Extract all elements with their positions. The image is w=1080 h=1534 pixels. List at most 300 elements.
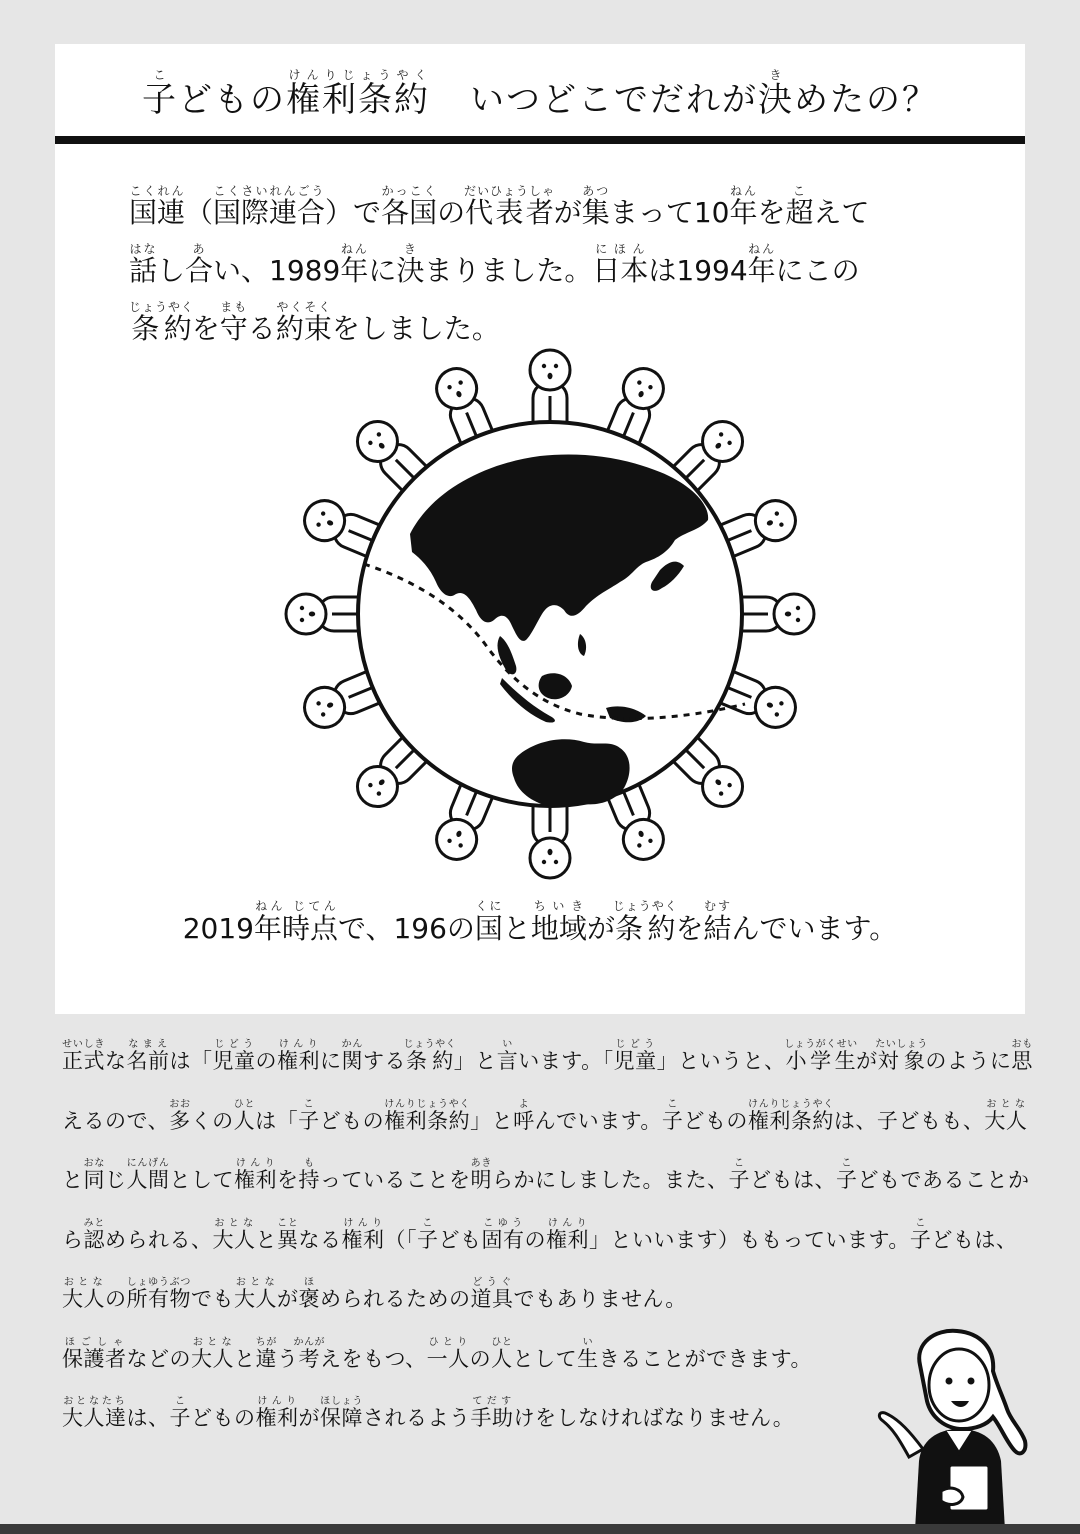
kanji: 大人 — [234, 1287, 277, 1311]
ruby — [275, 300, 332, 345]
ruby — [341, 1039, 364, 1073]
kanji: 地域 — [530, 912, 587, 945]
text: は、子どもも、 — [833, 1108, 985, 1133]
kanji: 道具 — [470, 1287, 514, 1311]
ruby — [340, 242, 369, 287]
text: えるので、 — [62, 1108, 170, 1133]
furigana: こ — [836, 1158, 858, 1169]
ruby — [62, 1277, 105, 1311]
furigana: むす — [703, 899, 732, 913]
text: くの — [190, 1108, 234, 1133]
furigana: ねん — [729, 184, 758, 198]
furigana: こ — [142, 67, 178, 82]
globe-with-children-icon — [280, 344, 820, 884]
kanji: 大人達 — [62, 1406, 127, 1430]
furigana: こ — [661, 1098, 684, 1110]
ruby — [875, 1039, 928, 1073]
furigana: き — [758, 67, 794, 82]
furigana: こくさいれんごう — [213, 184, 326, 198]
text: い、1989 — [213, 254, 341, 287]
furigana: こ — [298, 1098, 320, 1110]
furigana: じょうやく — [403, 1039, 457, 1050]
title-kanji: 権利条約 — [286, 79, 430, 120]
furigana: き — [396, 242, 425, 256]
ruby — [396, 242, 425, 287]
furigana: じょうやく — [612, 899, 678, 913]
text: は、 — [126, 1406, 170, 1430]
furigana: ひとり — [426, 1336, 470, 1348]
kanji: 権利 — [255, 1406, 299, 1430]
ruby — [470, 1277, 514, 1311]
kanji: 子 — [417, 1227, 439, 1252]
ruby — [417, 1217, 439, 1252]
ruby — [62, 1039, 105, 1073]
ruby — [577, 1336, 599, 1371]
kanji: 年 — [747, 254, 776, 287]
ruby — [661, 1098, 684, 1133]
child-eye — [554, 364, 558, 368]
text: が — [856, 1049, 878, 1073]
kanji: 年 — [340, 254, 369, 287]
furigana: ちいき — [530, 899, 587, 913]
australia-continent — [512, 739, 630, 806]
ruby — [784, 1039, 858, 1073]
text: 2019 — [182, 912, 254, 945]
text: と — [255, 1227, 277, 1252]
furigana: けんりじょうやく — [384, 1098, 471, 1110]
kanji: 保障 — [320, 1406, 363, 1430]
kanji: 大人 — [212, 1227, 256, 1252]
kanji: 条約 — [129, 312, 195, 345]
furigana: しょうがくせい — [784, 1039, 858, 1050]
child-mouth — [548, 849, 553, 855]
ruby — [728, 1158, 751, 1192]
kanji: 手助 — [470, 1406, 514, 1430]
kanji: 話 — [129, 254, 158, 287]
ruby — [426, 1336, 470, 1371]
text: ）で — [325, 196, 382, 229]
furigana: おな — [83, 1158, 105, 1169]
ruby — [83, 1158, 106, 1192]
kanji: 年時点 — [253, 912, 338, 945]
furigana: ひと — [491, 1336, 513, 1348]
kanji: 生 — [577, 1346, 599, 1371]
ruby — [581, 184, 610, 229]
text: の — [255, 1049, 277, 1073]
text: でも — [191, 1287, 234, 1311]
furigana: けんり — [546, 1217, 589, 1229]
text: を — [191, 312, 220, 345]
furigana: けんり — [341, 1217, 385, 1229]
furigana: ねん じてん — [253, 899, 338, 913]
kanji: 合 — [185, 254, 214, 287]
text: る — [247, 312, 276, 345]
kanji: 集 — [581, 196, 610, 229]
ruby — [836, 1158, 858, 1192]
text: などの — [126, 1346, 191, 1371]
kanji: 子 — [169, 1406, 191, 1430]
ruby — [83, 1217, 106, 1252]
text: どもの — [319, 1108, 385, 1133]
kanji: 子 — [909, 1227, 932, 1252]
kanji: 人 — [491, 1346, 513, 1371]
child-head — [530, 838, 570, 878]
text: に — [320, 1049, 342, 1073]
ruby — [381, 184, 438, 229]
text: として — [169, 1168, 234, 1192]
ruby — [293, 1336, 325, 1371]
kanji: 条約 — [612, 912, 678, 945]
text: ども — [438, 1227, 482, 1252]
teacher-illustration — [875, 1325, 1040, 1530]
kanji: 決 — [396, 254, 425, 287]
furigana: おとなたち — [62, 1396, 127, 1407]
text: らかにしました。また、 — [492, 1168, 729, 1192]
child-mouth — [548, 373, 553, 379]
ruby — [491, 1336, 513, 1371]
kanji: 固有 — [481, 1227, 525, 1252]
kanji: 子 — [661, 1108, 684, 1133]
text: は「 — [255, 1108, 299, 1133]
kanji: 権利 — [341, 1227, 385, 1252]
furigana: おも — [1011, 1039, 1033, 1050]
furigana: おとな — [212, 1217, 256, 1229]
ruby — [298, 1158, 321, 1192]
ruby — [758, 67, 794, 120]
ruby — [1011, 1039, 1033, 1073]
kanji: 児童 — [212, 1049, 256, 1073]
kanji: 権利 — [546, 1227, 589, 1252]
kanji: 持 — [298, 1168, 320, 1192]
ruby — [169, 1098, 191, 1133]
child-eye — [554, 860, 558, 864]
furigana: よ — [513, 1098, 535, 1110]
kanji: 大人 — [984, 1108, 1028, 1133]
text: 」と — [453, 1049, 497, 1073]
kanji: 国連 — [129, 196, 186, 229]
child-eye — [796, 618, 800, 622]
kanji: 考 — [293, 1346, 325, 1371]
kanji: 子 — [836, 1168, 858, 1192]
child-head — [774, 594, 814, 634]
text: でもありません。 — [513, 1287, 687, 1311]
kanji: 結 — [703, 912, 732, 945]
kanji: 年 — [729, 196, 758, 229]
kanji: 人間 — [126, 1168, 170, 1192]
child-eye — [542, 364, 546, 368]
ruby — [234, 1277, 277, 1311]
text: が — [586, 912, 615, 945]
kanji: 大人 — [191, 1346, 234, 1371]
kanji: 大人 — [62, 1287, 105, 1311]
text: と — [234, 1346, 256, 1371]
ruby — [255, 1396, 299, 1430]
ruby — [747, 242, 776, 287]
kanji: 正式 — [62, 1049, 105, 1073]
kanji: 条約 — [403, 1049, 457, 1073]
ruby — [142, 67, 178, 120]
furigana: じどう — [212, 1039, 256, 1050]
text: のように — [925, 1049, 1012, 1073]
text: う — [277, 1346, 299, 1371]
furigana: こ — [728, 1158, 750, 1169]
text: えて — [813, 196, 870, 229]
text: は1994 — [648, 254, 748, 287]
furigana: こ — [417, 1217, 439, 1229]
furigana: あき — [470, 1158, 492, 1169]
teacher-eye-left — [946, 1378, 953, 1385]
teacher-face — [929, 1349, 989, 1421]
child-eye — [542, 860, 546, 864]
furigana: おとな — [62, 1277, 105, 1288]
furigana: おとな — [234, 1277, 277, 1288]
ruby — [255, 1336, 278, 1371]
ruby — [126, 1158, 170, 1192]
text: けをしなければなりません。 — [513, 1406, 795, 1430]
text: 」といいます）ももっています。 — [589, 1227, 910, 1252]
kanji: 国際連合 — [213, 196, 326, 229]
text: の — [105, 1287, 127, 1311]
furigana: ほごしゃ — [62, 1336, 127, 1348]
kanji: 日本 — [592, 254, 649, 287]
ruby — [546, 1217, 589, 1252]
furigana: ねん — [340, 242, 369, 256]
kanji: 約束 — [275, 312, 332, 345]
furigana: おとな — [191, 1336, 234, 1348]
text: されるよう — [363, 1406, 471, 1430]
title-text: めたの？ — [794, 79, 938, 120]
furigana: くに — [474, 899, 503, 913]
child-head — [530, 350, 570, 390]
kanji: 明 — [470, 1168, 492, 1192]
kanji: 名前 — [126, 1049, 170, 1073]
ruby — [191, 1336, 234, 1371]
kanji: 国 — [474, 912, 503, 945]
furigana: おとな — [984, 1098, 1028, 1110]
furigana: はな — [129, 242, 158, 256]
text: する — [363, 1049, 406, 1073]
furigana: しょゆうぶつ — [126, 1277, 191, 1288]
furigana: なまえ — [126, 1039, 170, 1050]
text: 」と — [470, 1108, 514, 1133]
teacher-eye-right — [968, 1378, 975, 1385]
text: まって10 — [609, 196, 730, 229]
kanji: 多 — [169, 1108, 191, 1133]
title-kanji: 決 — [758, 79, 794, 120]
furigana: にんげん — [126, 1158, 170, 1169]
ruby — [384, 1098, 471, 1133]
ruby — [233, 1098, 256, 1133]
teacher-pointing-arm — [879, 1413, 923, 1457]
ruby — [470, 1396, 514, 1430]
furigana: まも — [219, 300, 248, 314]
text: な — [105, 1049, 127, 1073]
globe-illustration — [280, 344, 820, 884]
text: を — [277, 1168, 299, 1192]
kanji: 同 — [83, 1168, 105, 1192]
furigana: だいひょうしゃ — [463, 184, 555, 198]
title-text: どもの — [178, 79, 286, 120]
text: きることができます。 — [598, 1346, 812, 1371]
ruby — [474, 899, 503, 945]
text: どもは、 — [931, 1227, 1018, 1252]
ruby — [703, 899, 732, 945]
furigana: こ — [169, 1396, 191, 1407]
furigana: じどう — [613, 1039, 657, 1050]
furigana: ほ — [298, 1277, 320, 1288]
title-kanji: 子 — [142, 79, 178, 120]
text: の — [524, 1227, 546, 1252]
ruby — [62, 1396, 127, 1430]
furigana: も — [298, 1158, 320, 1169]
ruby — [298, 1277, 321, 1311]
text: をしました。 — [331, 312, 500, 345]
text: し — [157, 254, 186, 287]
text: どもは、 — [750, 1168, 836, 1192]
kanji: 各国 — [381, 196, 438, 229]
title-bar — [55, 44, 1025, 144]
furigana: にほん — [592, 242, 649, 256]
text: にこの — [775, 254, 860, 287]
furigana: けんり — [255, 1396, 299, 1407]
furigana: こ — [785, 184, 814, 198]
ruby — [213, 184, 326, 229]
ruby — [126, 1039, 170, 1073]
furigana: こくれん — [129, 184, 186, 198]
kanji: 関 — [341, 1049, 363, 1073]
ruby — [129, 300, 195, 345]
text: められる、 — [105, 1227, 213, 1252]
furigana: かん — [341, 1039, 363, 1050]
ruby — [530, 899, 587, 945]
title-text: いつどこでだれが — [470, 79, 758, 120]
ruby — [984, 1098, 1028, 1133]
ruby — [470, 1158, 493, 1192]
furigana: ほしょう — [320, 1396, 363, 1407]
child-eye — [300, 606, 304, 610]
text: として — [512, 1346, 578, 1371]
kanji: 権利 — [277, 1049, 320, 1073]
furigana: みと — [83, 1217, 105, 1229]
furigana: たいしょう — [875, 1039, 928, 1050]
text: んでいます。 — [534, 1108, 662, 1133]
kanji: 子 — [298, 1108, 320, 1133]
child-eye — [300, 618, 304, 622]
furigana: こゆう — [481, 1217, 525, 1229]
kanji: 代表者 — [463, 196, 555, 229]
ruby — [909, 1217, 932, 1252]
ruby — [463, 184, 555, 229]
text: （「 — [384, 1227, 417, 1252]
furigana: かっこく — [381, 184, 438, 198]
furigana: い — [577, 1336, 599, 1348]
text: どもの — [683, 1108, 748, 1133]
kanji: 違 — [255, 1346, 277, 1371]
text: んでいます。 — [731, 912, 898, 945]
kanji: 子 — [728, 1168, 750, 1192]
furigana: かんが — [293, 1336, 325, 1348]
ruby — [169, 1396, 192, 1430]
furigana: どうぐ — [470, 1277, 514, 1288]
furigana: けんりじょうやく — [286, 67, 430, 82]
text: えをもつ、 — [320, 1346, 427, 1371]
kanji: 保護者 — [62, 1346, 127, 1371]
ruby — [126, 1277, 192, 1311]
kanji: 人 — [233, 1108, 256, 1133]
kanji: 褒 — [298, 1287, 320, 1311]
text: は「 — [169, 1049, 213, 1073]
intro-paragraph — [129, 184, 989, 358]
ruby — [592, 242, 649, 287]
furigana: ひと — [233, 1098, 256, 1110]
ruby — [185, 242, 214, 287]
text: なる — [298, 1227, 342, 1252]
text: っていることを — [320, 1168, 471, 1192]
ruby — [253, 899, 338, 945]
furigana: ねん — [747, 242, 776, 256]
furigana: けんり — [234, 1158, 277, 1169]
child-mouth — [309, 612, 315, 617]
kanji: 言 — [496, 1049, 519, 1073]
furigana: けんり — [277, 1039, 320, 1050]
child-mouth — [785, 612, 791, 617]
furigana: こ — [909, 1217, 932, 1229]
ruby — [785, 184, 814, 229]
ruby — [613, 1039, 657, 1073]
bottom-bar — [0, 1524, 1080, 1534]
text: で、196の — [338, 912, 475, 945]
ruby — [298, 1098, 320, 1133]
text: どもであることから — [62, 1168, 1030, 1252]
furigana: あつ — [581, 184, 610, 198]
kanji: 児童 — [613, 1049, 657, 1073]
furigana: おお — [169, 1098, 191, 1110]
kanji: 異 — [277, 1227, 299, 1252]
furigana: い — [496, 1039, 519, 1050]
text: に — [368, 254, 397, 287]
text: じ — [105, 1168, 127, 1192]
furigana: あ — [185, 242, 214, 256]
text: どもの — [191, 1406, 256, 1430]
kanji: 権利条約 — [384, 1108, 471, 1133]
text: められるための — [320, 1287, 471, 1311]
furigana: てだす — [470, 1396, 514, 1407]
child-head — [286, 594, 326, 634]
ruby — [403, 1039, 457, 1073]
text: まりました。 — [424, 254, 593, 287]
text: の — [437, 196, 466, 229]
kanji: 小学生 — [784, 1049, 858, 1073]
ruby — [277, 1039, 320, 1073]
furigana: せいしき — [62, 1039, 105, 1050]
furigana: ちが — [255, 1336, 277, 1348]
info-card — [55, 44, 1025, 1014]
kanji: 権利 — [234, 1168, 277, 1192]
ruby — [481, 1217, 525, 1252]
ruby — [747, 1098, 834, 1133]
ruby — [286, 67, 430, 120]
kanji: 認 — [83, 1227, 105, 1252]
text: の — [469, 1346, 492, 1371]
ruby — [277, 1217, 299, 1252]
text: が — [298, 1406, 320, 1430]
ruby — [496, 1039, 519, 1073]
furigana: じょうやく — [129, 300, 195, 314]
kanji: 対象 — [875, 1049, 928, 1073]
furigana: けんりじょうやく — [747, 1098, 834, 1110]
teacher-hand — [941, 1488, 963, 1504]
furigana: やくそく — [275, 300, 332, 314]
